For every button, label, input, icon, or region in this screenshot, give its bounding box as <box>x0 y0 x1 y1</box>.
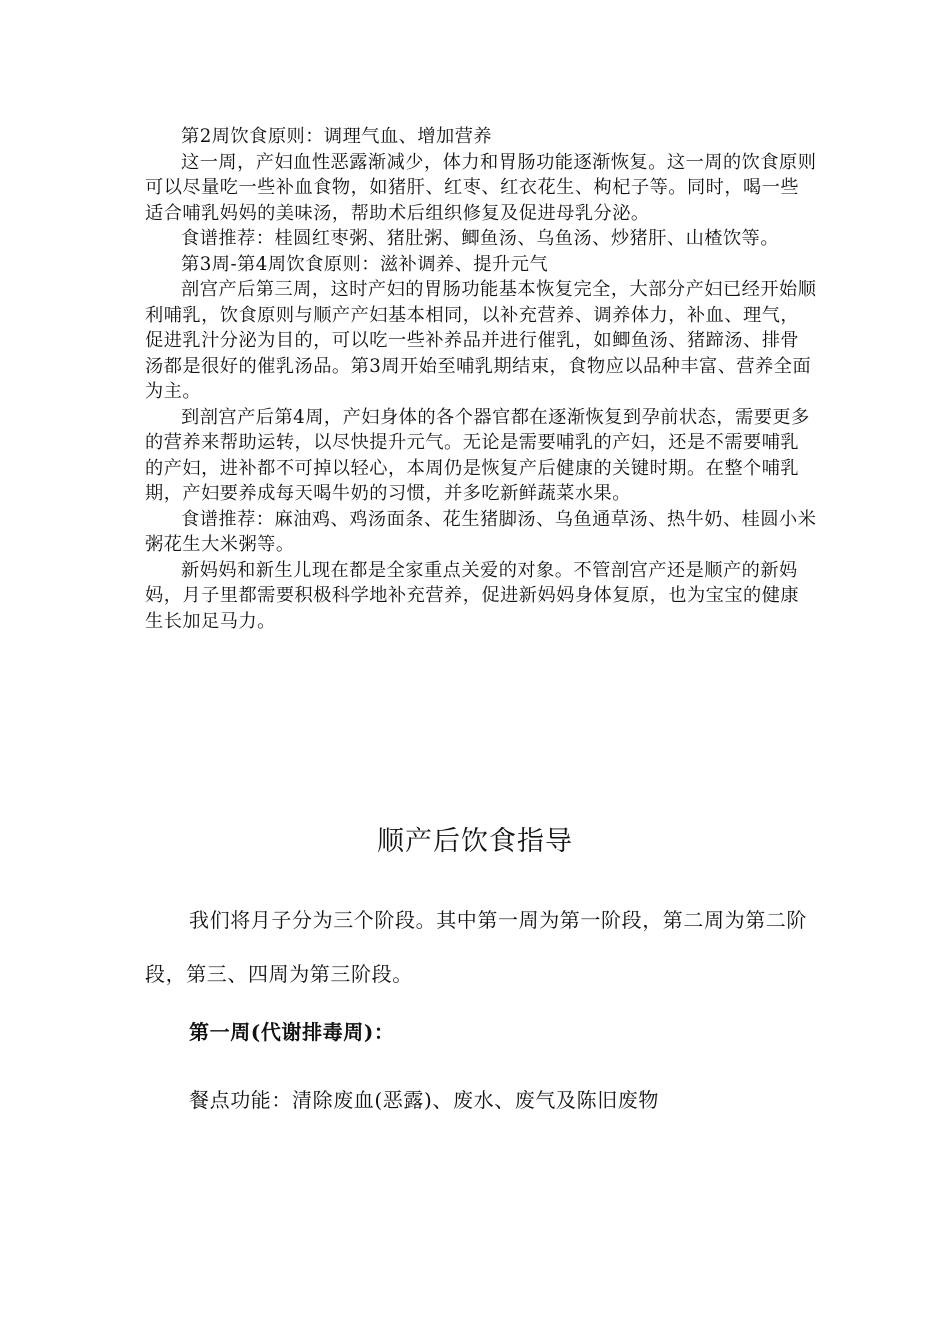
week2-paragraph: 这一周，产妇血性恶露渐减少，体力和胃肠功能逐渐恢复。这一周的饮食原则可以尽量吃一些补血食物，如猪肝、红枣、红衣花生、枸杞子等。同时，喝一些适合哺乳妈妈的美味汤，帮助术后组织修复及促进母乳分泌。 <box>145 151 817 224</box>
closing-paragraph: 新妈妈和新生儿现在都是全家重点关爱的对象。不管剖宫产还是顺产的新妈妈，月子里都需要积极科学地补充营养，促进新妈妈身体复原，也为宝宝的健康生长加足马力。 <box>145 559 800 632</box>
week4-paragraph: 到剖宫产后第4周，产妇身体的各个器官都在逐渐恢复到孕前状态，需要更多的营养来帮助运转，以尽快提升元气。无论是需要哺乳的产妇，还是不需要哺乳的产妇，进补都不可掉以轻心，本周仍是恢复产后健康的关键时期。在整个哺乳期，产妇要养成每天喝牛奶的习惯，并多吃新鲜蔬菜水果。 <box>145 406 810 504</box>
article-body <box>145 124 817 634</box>
week2-heading: 第2周饮食原则：调理气血、增加营养 <box>181 126 493 147</box>
section-intro: 我们将月子分为三个阶段。其中第一周为第一阶段，第二周为第二阶段，第三、四周为第三阶段。 <box>145 908 807 986</box>
week1-heading: 第一周(代谢排毒周)： <box>189 1020 395 1044</box>
meal-function-text: 餐点功能：清除废血(恶露)、废水、废气及陈旧废物 <box>189 1088 660 1112</box>
week3-paragraph: 剖宫产后第三周，这时产妇的胃肠功能基本恢复完全，大部分产妇已经开始顺利哺乳，饮食原则与顺产产妇基本相同，以补充营养、调养体力，补血、理气，促进乳汁分泌为目的，可以吃一些补养品并进行催乳，如鲫鱼汤、猪蹄汤、排骨汤都是很好的催乳汤品。第3周开始至哺乳期结束，食物应以品种丰富、营养全面为主。 <box>145 279 817 402</box>
section-title: 顺产后饮食指导 <box>377 826 573 857</box>
week3-4-recipes: 食谱推荐：麻油鸡、鸡汤面条、花生猪脚汤、乌鱼通草汤、热牛奶、桂圆小米粥花生大米粥等。 <box>145 508 817 555</box>
week3-4-heading: 第3周-第4周饮食原则：滋补调养、提升元气 <box>181 253 549 275</box>
week2-recipes: 食谱推荐：桂圆红枣粥、猪肚粥、鲫鱼汤、乌鱼汤、炒猪肝、山楂饮等。 <box>181 228 780 249</box>
